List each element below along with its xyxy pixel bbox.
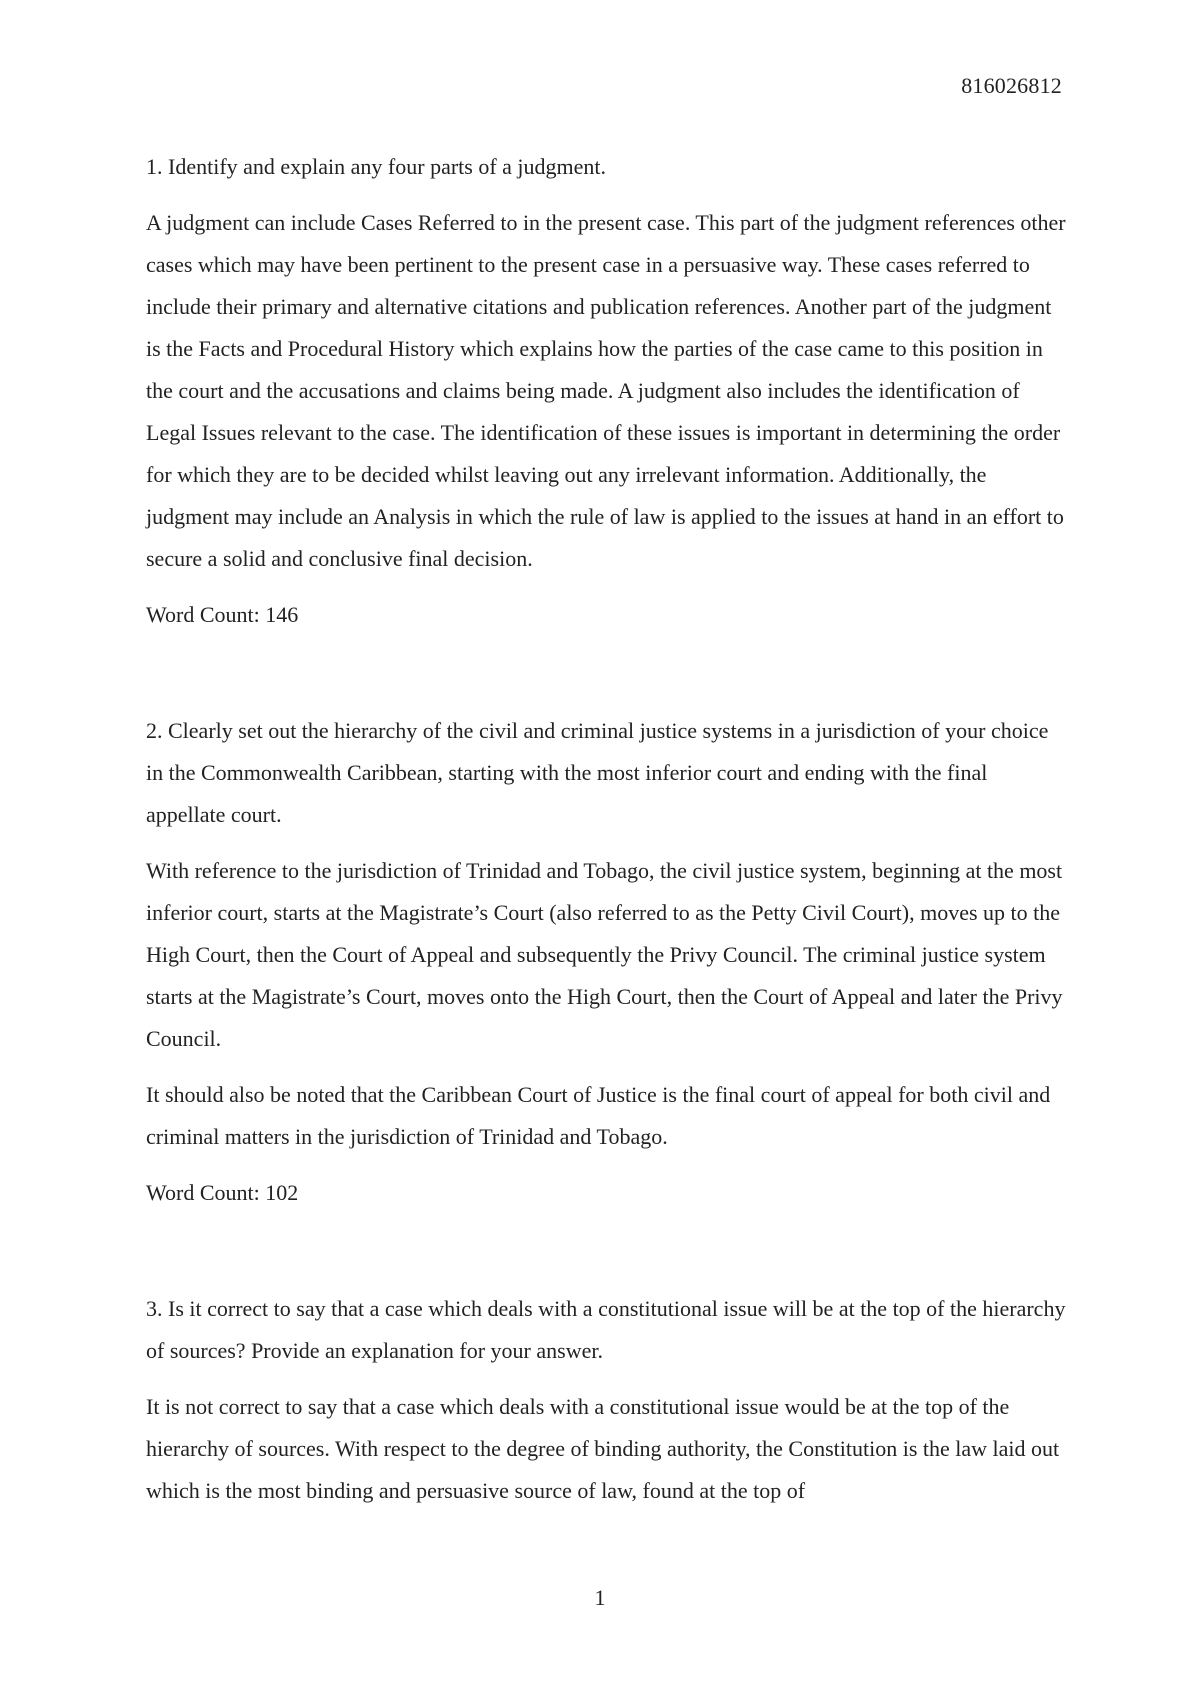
answer-2-paragraph-1: With reference to the jurisdiction of Trinidad and Tobago, the civil justice system, beginning at the most inferior court, starts at the Magistrate’s Court (also referred to as the Petty Civil Court), moves up to the High Court, then the Court of Appeal and subsequently the Privy Council. The criminal justice system starts at the Magistrate’s Court, moves onto the High Court, then the Court of Appeal and later the Privy Council. [146, 858, 1063, 1051]
question-3: 3. Is it correct to say that a case which deals with a constitutional issue will be at the top of the hierarchy of sources? Provide an explanation for your answer. [146, 1296, 1066, 1363]
answer-3-paragraph-1: It is not correct to say that a case which deals with a constitutional issue would be at the top of the hierarchy of sources. With respect to the degree of binding authority, the Constitution is the law laid out which is the most binding and persuasive source of law, found at the top of [146, 1394, 1060, 1503]
section-2 [146, 710, 1066, 1214]
answer-2-paragraph-2: It should also be noted that the Caribbean Court of Justice is the final court of appeal for both civil and criminal matters in the jurisdiction of Trinidad and Tobago. [146, 1082, 1051, 1149]
section-spacer [146, 1214, 1066, 1288]
word-count-2: Word Count: 102 [146, 1180, 299, 1205]
question-2: 2. Clearly set out the hierarchy of the civil and criminal justice systems in a jurisdiction of your choice in the Commonwealth Caribbean, starting with the most inferior court and ending with the final appellate court. [146, 718, 1049, 827]
section-spacer [146, 636, 1066, 710]
section-1 [146, 146, 1066, 636]
section-3 [146, 1288, 1066, 1512]
document-body [146, 146, 1066, 1526]
answer-1-paragraph-1: A judgment can include Cases Referred to in the present case. This part of the judgment references other cases which may have been pertinent to the present case in a persuasive way. These cases referred to include their primary and alternative citations and publication references. Another part of the judgment is the Facts and Procedural History which explains how the parties of the case came to this position in the court and the accusations and claims being made. A judgment also includes the identification of Legal Issues relevant to the case. The identification of these issues is important in determining the order for which they are to be decided whilst leaving out any irrelevant information. Additionally, the judgment may include an Analysis in which the rule of law is applied to the issues at hand in an effort to secure a solid and conclusive final decision. [146, 210, 1066, 571]
student-id: 816026812 [961, 73, 1062, 98]
page-number: 1 [594, 1585, 606, 1610]
question-1: 1. Identify and explain any four parts of a judgment. [146, 154, 607, 179]
word-count-1: Word Count: 146 [146, 602, 299, 627]
